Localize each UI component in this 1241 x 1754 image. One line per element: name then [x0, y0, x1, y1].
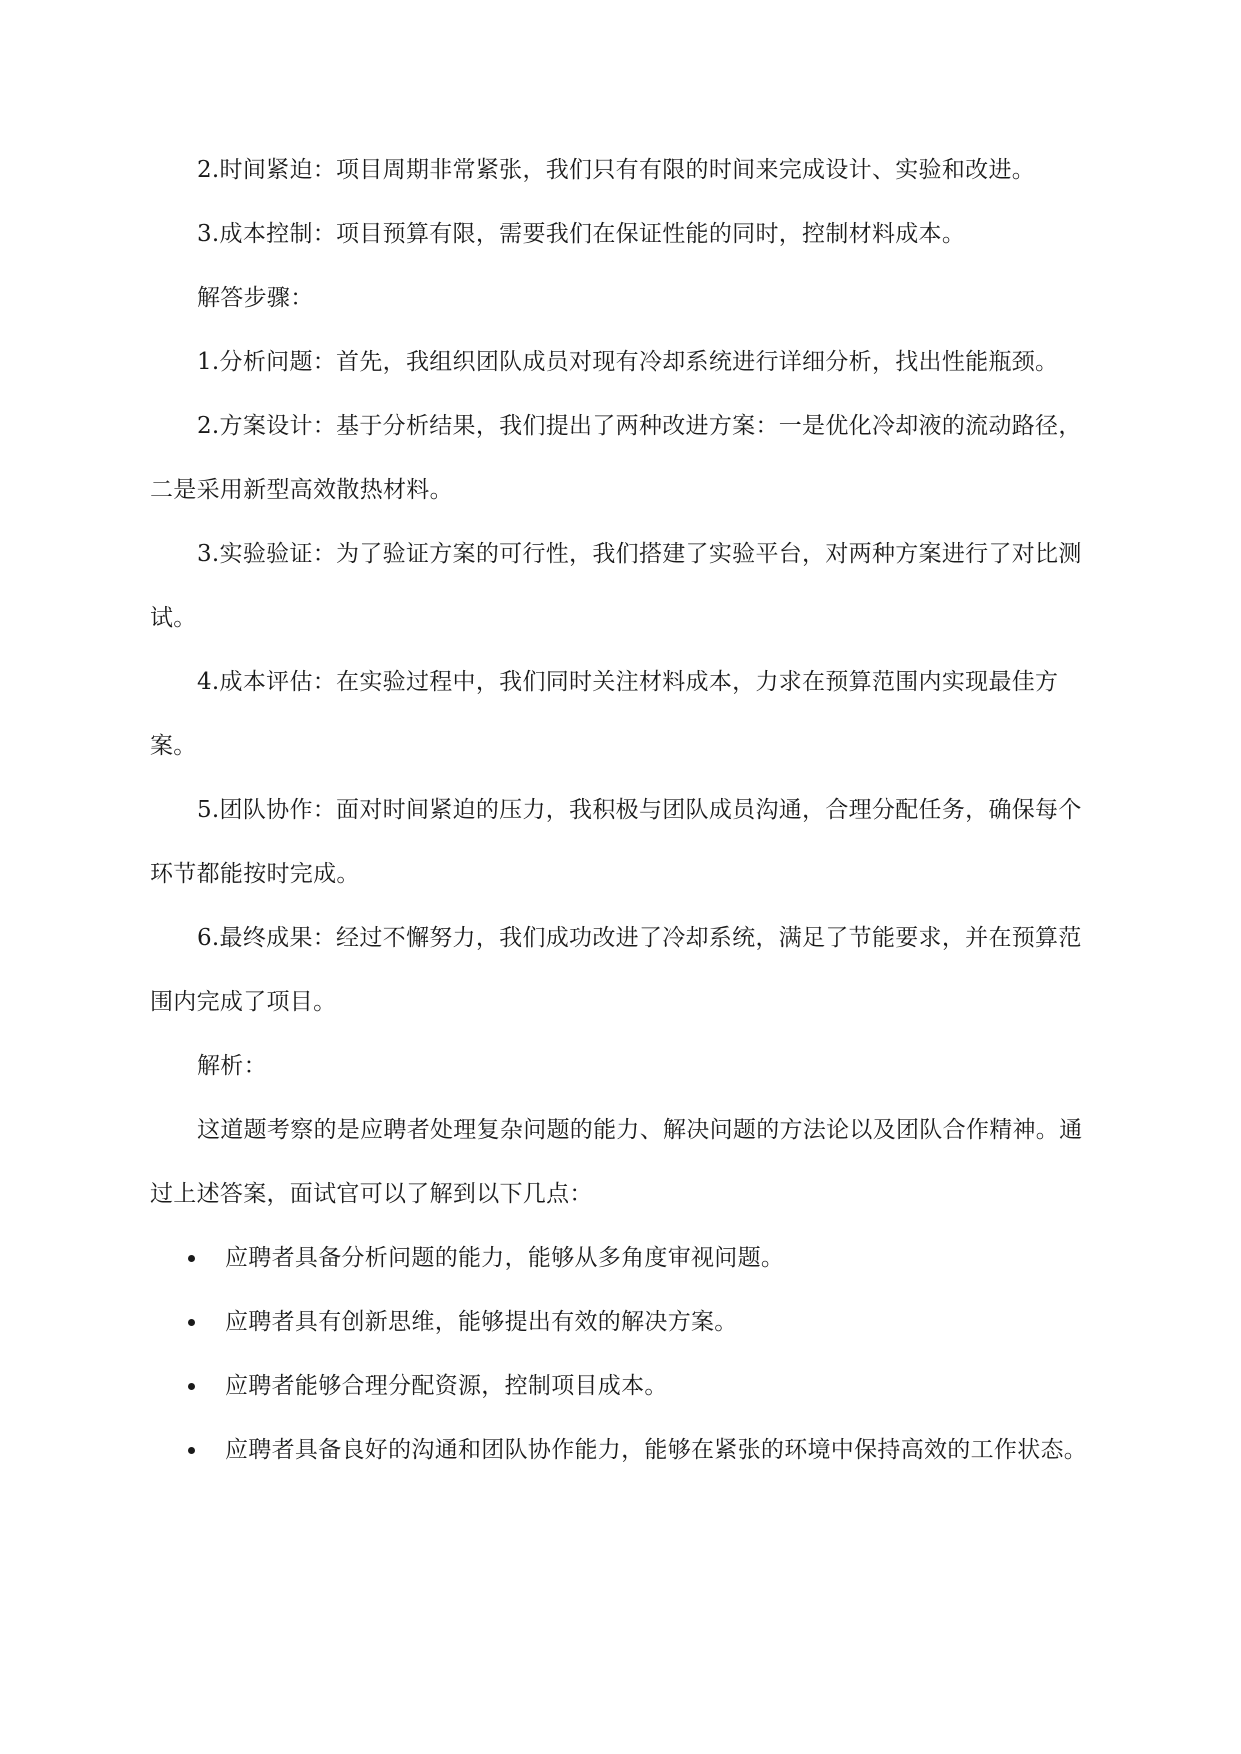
bullet-icon [188, 1383, 195, 1390]
list-item [150, 1226, 1095, 1290]
paragraph-cost-control: 3.成本控制：项目预算有限，需要我们在保证性能的同时，控制材料成本。 [197, 221, 966, 247]
step-final-result: 6.最终成果：经过不懈努力，我们成功改进了冷却系统，满足了节能要求，并在预算范围内完成了项目。 [150, 925, 1082, 1015]
list-item-text: 应聘者具备分析问题的能力，能够从多角度审视问题。 [225, 1245, 785, 1271]
step-experiment-validation: 3.实验验证：为了验证方案的可行性，我们搭建了实验平台，对两种方案进行了对比测试。 [150, 541, 1082, 631]
list-item-text: 应聘者具备良好的沟通和团队协作能力，能够在紧张的环境中保持高效的工作状态。 [225, 1437, 1088, 1463]
list-item-text: 应聘者具有创新思维，能够提出有效的解决方案。 [225, 1309, 738, 1335]
heading-solution-steps: 解答步骤： [197, 285, 314, 311]
list-item [150, 1418, 1095, 1482]
bullet-icon [188, 1255, 195, 1262]
list-item [150, 1354, 1095, 1418]
step-cost-evaluation: 4.成本评估：在实验过程中，我们同时关注材料成本，力求在预算范围内实现最佳方案。 [150, 669, 1059, 759]
document-body [150, 138, 1095, 1482]
heading-analysis: 解析： [197, 1053, 267, 1079]
paragraph-analysis-intro: 这道题考察的是应聘者处理复杂问题的能力、解决问题的方法论以及团队合作精神。通过上述答案，面试官可以了解到以下几点： [150, 1117, 1083, 1207]
step-solution-design: 2.方案设计：基于分析结果，我们提出了两种改进方案：一是优化冷却液的流动路径，二是采用新型高效散热材料。 [150, 413, 1082, 503]
step-analyze-problem: 1.分析问题：首先，我组织团队成员对现有冷却系统进行详细分析，找出性能瓶颈。 [197, 349, 1059, 375]
bullet-icon [188, 1319, 195, 1326]
analysis-bullet-list [150, 1226, 1095, 1482]
list-item [150, 1290, 1095, 1354]
bullet-icon [188, 1447, 195, 1454]
list-item-text: 应聘者能够合理分配资源，控制项目成本。 [225, 1373, 668, 1399]
step-team-collaboration: 5.团队协作：面对时间紧迫的压力，我积极与团队成员沟通，合理分配任务，确保每个环节都能按时完成。 [150, 797, 1082, 887]
paragraph-time-pressure: 2.时间紧迫：项目周期非常紧张，我们只有有限的时间来完成设计、实验和改进。 [197, 157, 1036, 183]
